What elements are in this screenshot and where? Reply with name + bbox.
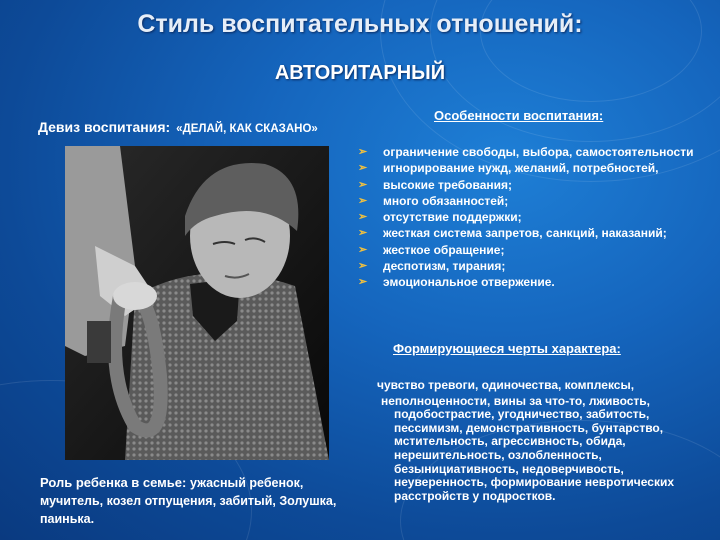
arrow-bullet-icon: ➢ [358, 243, 368, 256]
list-item-text: отсутствие поддержки; [383, 210, 522, 225]
boy-with-belt-photo [65, 146, 329, 460]
features-list [358, 146, 713, 293]
list-item-text: жесткое обращение; [383, 242, 505, 257]
list-item [358, 227, 713, 240]
arrow-bullet-icon: ➢ [358, 211, 368, 224]
traits-line-rest: неполноценности, вины за что-то, лживость, подобострастие, угодничество, забитость, пессимизм, демонстративность, бунтарство, мстительность, агрессивность, обида, нерешительность, озлобленность, безынициативность, недоверчивость, неуверенность, формирование невротических расстройств у подростков. [381, 393, 675, 503]
arrow-bullet-icon: ➢ [358, 194, 368, 207]
arrow-bullet-icon: ➢ [358, 146, 368, 158]
traits-line-1: чувство тревоги, одиночества, комплексы, [377, 378, 635, 392]
list-item [358, 195, 713, 208]
motto-value: «ДЕЛАЙ, КАК СКАЗАНО» [176, 123, 318, 135]
child-role-value: ужасный ребенок, мучитель, козел отпущения, забитый, Золушка, паинька. [40, 476, 337, 526]
slide-subtitle: АВТОРИТАРНЫЙ [274, 62, 446, 84]
arrow-bullet-icon: ➢ [358, 227, 368, 240]
arrow-bullet-icon: ➢ [358, 178, 368, 191]
list-item [358, 179, 713, 192]
list-item-text: деспотизм, тирания; [383, 259, 506, 274]
list-item [358, 260, 713, 273]
list-item-text: игнорирование нужд, желаний, потребностей, [383, 161, 659, 176]
list-item-text: жесткая система запретов, санкций, наказаний; [383, 226, 667, 241]
arrow-bullet-icon: ➢ [358, 276, 368, 289]
arrow-bullet-icon: ➢ [358, 260, 368, 273]
list-item-text: ограничение свободы, выбора, самостоятельности [383, 145, 694, 159]
list-item [358, 211, 713, 224]
list-item-text: высокие требования; [383, 177, 512, 192]
list-item [358, 276, 713, 289]
child-role-label: Роль ребенка в семье: [40, 475, 187, 490]
child-role [40, 474, 370, 528]
list-item [358, 244, 713, 257]
traits-heading: Формирующиеся черты характера: [393, 341, 621, 356]
photo-illustration [65, 146, 329, 460]
list-item [358, 146, 713, 159]
list-item-text: много обязанностей; [383, 193, 509, 208]
features-heading: Особенности воспитания: [434, 108, 604, 123]
motto-label: Девиз воспитания: [38, 119, 171, 135]
traits-text [377, 378, 716, 503]
slide-title: Стиль воспитательных отношений: [137, 10, 583, 38]
arrow-bullet-icon: ➢ [358, 162, 368, 175]
list-item [358, 162, 713, 175]
list-item-text: эмоциональное отвержение. [383, 275, 555, 290]
motto [38, 119, 318, 135]
